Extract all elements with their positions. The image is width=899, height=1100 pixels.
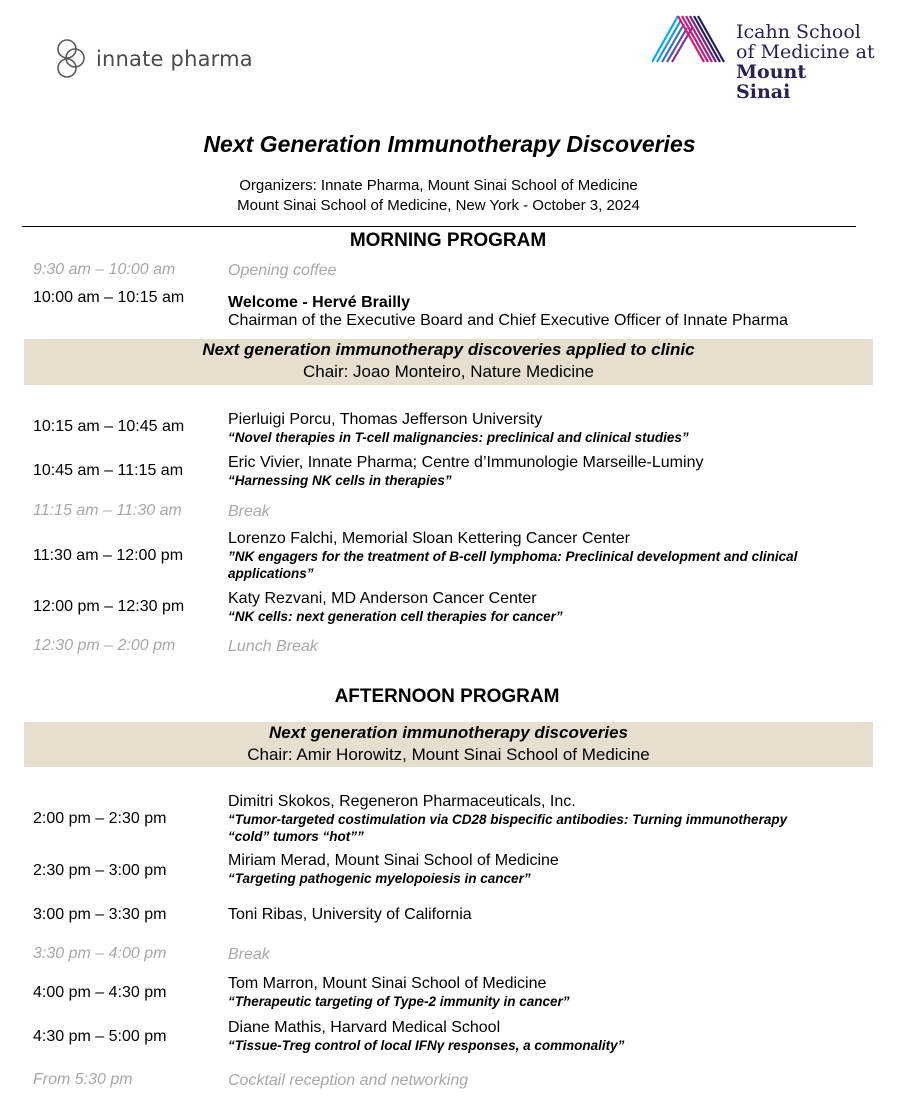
talk-title: “Tumor-targeted costimulation via CD28 bispecific antibodies: Turning immunotherapy “cold” tumors “hot”” [228,812,788,844]
talk-speaker: Eric Vivier, Innate Pharma; Centre d’Immunologie Marseille-Luminy [228,454,704,471]
talk-speaker: Pierluigi Porcu, Thomas Jefferson University [228,411,543,428]
schedule-time: 12:00 pm – 12:30 pm [33,598,185,615]
talk-speaker: Dimitri Skokos, Regeneron Pharmaceuticals, Inc. [228,793,576,810]
innate-pharma-logo-icon [50,36,92,82]
welcome-title: Welcome - Hervé Brailly [228,294,411,311]
session-chair: Chair: Amir Horowitz, Mount Sinai School of Medicine [247,745,650,764]
talk-title: ”NK engagers for the treatment of B-cell lymphoma: Preclinical development and clinical applications” [228,549,798,581]
break-entry: Break [228,946,270,963]
talk-entry [228,975,570,1010]
talk-speaker: Katy Rezvani, MD Anderson Cancer Center [228,590,537,607]
session-title: Next generation immunotherapy discoveries [269,723,628,742]
welcome-entry [228,294,788,330]
schedule-time: 11:30 am – 12:00 pm [33,547,184,564]
page-title: Next Generation Immunotherapy Discoveries [203,131,696,157]
mount-sinai-wordmark: Icahn School of Medicine at Mount Sinai [736,21,875,103]
schedule-time: 3:30 pm – 4:00 pm [33,945,167,962]
talk-entry [228,454,703,489]
afternoon-program-heading: AFTERNOON PROGRAM [334,686,560,707]
mount-sinai-logo-icon [652,12,732,66]
talk-entry [228,793,828,845]
schedule-time: 11:15 am – 11:30 am [33,502,182,519]
schedule-time: 2:00 pm – 2:30 pm [33,810,167,827]
afternoon-session-band [24,722,873,767]
talk-speaker: Lorenzo Falchi, Memorial Sloan Kettering Cancer Center [228,530,630,547]
organizers-line: Organizers: Innate Pharma, Mount Sinai School of Medicine [239,177,638,194]
schedule-time: 9:30 am – 10:00 am [33,261,176,278]
session-title: Next generation immunotherapy discoveries applied to clinic [202,340,695,359]
talk-entry [228,906,472,924]
talk-entry [228,530,828,582]
innate-pharma-logo [50,36,253,82]
schedule-time: 10:45 am – 11:15 am [33,462,184,479]
mount-sinai-logo [652,12,875,102]
talk-entry [228,1019,624,1054]
session-chair: Chair: Joao Monteiro, Nature Medicine [302,362,595,381]
talk-title: “Novel therapies in T-cell malignancies: preclinical and clinical studies” [228,430,689,445]
schedule-time: From 5:30 pm [33,1071,133,1088]
schedule-time: 10:00 am – 10:15 am [33,289,185,306]
talk-title: “NK cells: next generation cell therapies for cancer” [228,609,563,624]
morning-session-band [24,339,873,385]
talk-title: “Targeting pathogenic myelopoiesis in cancer” [228,871,531,886]
schedule-time: 2:30 pm – 3:00 pm [33,862,167,879]
schedule-time: 3:00 pm – 3:30 pm [33,906,167,923]
talk-entry [228,852,559,887]
innate-pharma-wordmark: innate pharma [96,47,253,71]
talk-title: “Therapeutic targeting of Type-2 immunity in cancer” [228,994,570,1009]
schedule-time: 4:00 pm – 4:30 pm [33,984,167,1001]
schedule-time: 10:15 am – 10:45 am [33,418,185,435]
morning-program-heading: MORNING PROGRAM [349,230,547,251]
cocktail-entry: Cocktail reception and networking [228,1072,469,1089]
talk-entry [228,590,563,625]
talk-speaker: Toni Ribas, University of California [228,906,472,923]
venue-line: Mount Sinai School of Medicine, New York - October 3, 2024 [237,197,640,214]
break-entry: Break [228,503,270,520]
talk-speaker: Miriam Merad, Mount Sinai School of Medicine [228,852,559,869]
schedule-time: 12:30 pm – 2:00 pm [33,637,176,654]
schedule-time: 4:30 pm – 5:00 pm [33,1028,167,1045]
talk-speaker: Diane Mathis, Harvard Medical School [228,1019,501,1036]
welcome-role: Chairman of the Executive Board and Chief Executive Officer of Innate Pharma [228,312,788,329]
talk-title: “Harnessing NK cells in therapies” [228,473,452,488]
talk-speaker: Tom Marron, Mount Sinai School of Medicine [228,975,547,992]
talk-title: “Tissue-Treg control of local IFNγ responses, a commonality” [228,1038,625,1053]
divider [22,226,856,227]
lunch-break-entry: Lunch Break [228,638,318,655]
opening-coffee: Opening coffee [228,262,337,279]
talk-entry [228,411,689,446]
